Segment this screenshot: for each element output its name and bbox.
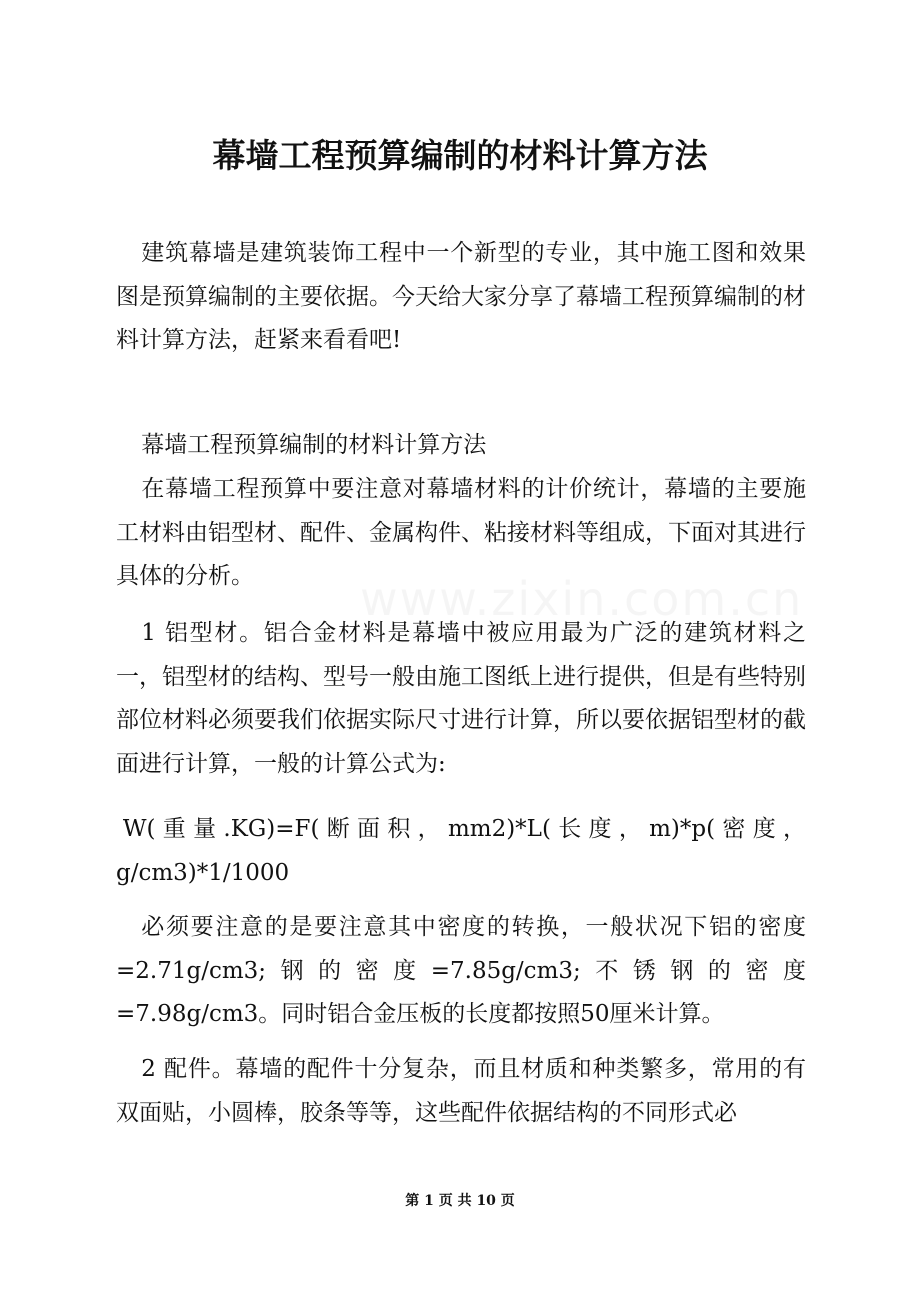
page-title: 幕墙工程预算编制的材料计算方法 <box>212 136 708 175</box>
weight-formula: W(重量.KG)=F(断面积，mm2)*L(长度，m)*p(密度，g/cm3)*1/1000 <box>116 816 806 886</box>
accessories-paragraph: 2 配件。幕墙的配件十分复杂，而且材质和种类繁多，常用的有双面贴，小圆棒，胶条等等，这些配件依据结构的不同形式必 <box>116 1056 806 1126</box>
watermark <box>360 572 803 626</box>
density-note-paragraph: 必须要注意的是要注意其中密度的转换，一般状况下铝的密度=2.71g/cm3;钢的密度=7.85g/cm3;不锈钢的密度=7.98g/cm3。同时铝合金压板的长度都按照50厘米计算。 <box>116 914 806 1027</box>
page-number-footer: 第 1 页 共 10 页 <box>405 1193 515 1209</box>
section-subtitle: 幕墙工程预算编制的材料计算方法 <box>141 432 487 458</box>
materials-overview-paragraph: 在幕墙工程预算中要注意对幕墙材料的计价统计，幕墙的主要施工材料由铝型材、配件、金属构件、粘接材料等组成，下面对其进行具体的分析。 <box>116 476 806 589</box>
aluminum-profile-paragraph: 1 铝型材。铝合金材料是幕墙中被应用最为广泛的建筑材料之一，铝型材的结构、型号一般由施工图纸上进行提供，但是有些特别部位材料必须要我们依据实际尺寸进行计算，所以要依据铝型材的截面进行计算，一般的计算公式为: <box>116 620 806 777</box>
intro-paragraph: 建筑幕墙是建筑装饰工程中一个新型的专业，其中施工图和效果图是预算编制的主要依据。今天给大家分享了幕墙工程预算编制的材料计算方法，赶紧来看看吧! <box>116 240 806 353</box>
